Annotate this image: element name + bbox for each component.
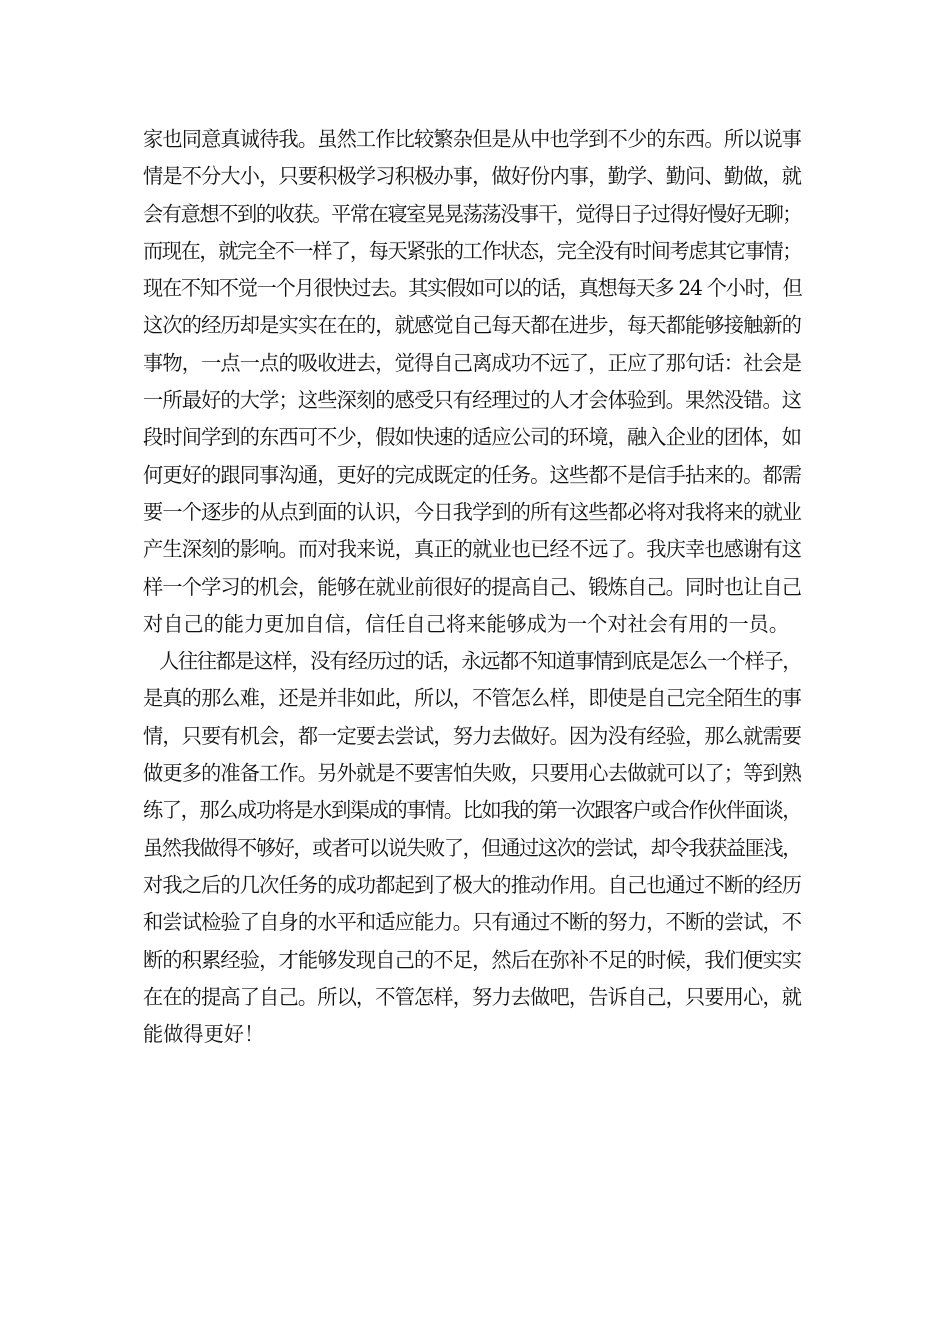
text-line: 做更多的准备工作。另外就是不要害怕失败，只要用心去做就可以了；等到熟: [143, 761, 801, 786]
text-line: 对自己的能力更加自信，信任自己将来能够成为一个对社会有用的一员。: [143, 611, 790, 636]
text-line: 会有意想不到的收获。平常在寝室晃晃荡荡没事干，觉得日子过得好慢好无聊；: [143, 201, 801, 226]
text-line: 何更好的跟同事沟通，更好的完成既定的任务。这些都不是信手拈来的。都需: [143, 462, 801, 487]
text-line: 现在不知不觉一个月很快过去。其实假如可以的话，真想每天多 24 个小时，但: [143, 276, 802, 301]
text-line: 虽然我做得不够好，或者可以说失败了，但通过这次的尝试，却令我获益匪浅，: [143, 835, 801, 860]
text-line: 要一个逐步的从点到面的认识，今日我学到的所有这些都必将对我将来的就业: [143, 499, 801, 524]
text-line: 而现在，就完全不一样了，每天紧张的工作状态，完全没有时间考虑其它事情；: [143, 238, 801, 263]
text-line: 和尝试检验了自身的水平和适应能力。只有通过不断的努力，不断的尝试，不: [143, 910, 801, 935]
text-line: 练了，那么成功将是水到渠成的事情。比如我的第一次跟客户或合作伙伴面谈，: [143, 798, 801, 823]
text-line: 这次的经历却是实实在在的，就感觉自己每天都在进步，每天都能够接触新的: [143, 313, 801, 338]
text-line: 在在的提高了自己。所以，不管怎样，努力去做吧，告诉自己，只要用心，就: [143, 984, 801, 1009]
text-line: 家也同意真诚待我。虽然工作比较繁杂但是从中也学到不少的东西。所以说事: [143, 127, 801, 151]
text-line: 产生深刻的影响。而对我来说，真正的就业也已经不远了。我庆幸也感谢有这: [143, 537, 801, 562]
text-line: 情是不分大小，只要积极学习积极办事，做好份内事，勤学、勤问、勤做，就: [143, 164, 801, 189]
body-text: [143, 121, 801, 1053]
text-line: 样一个学习的机会，能够在就业前很好的提高自己、锻炼自己。同时也让自己: [143, 574, 801, 599]
text-line: 是真的那么难，还是并非如此，所以，不管怎么样，即使是自己完全陌生的事: [143, 686, 801, 711]
text-line: 对我之后的几次任务的成功都起到了极大的推动作用。自己也通过不断的经历: [143, 872, 801, 897]
text-line: 段时间学到的东西可不少，假如快速的适应公司的环境，融入企业的团体，如: [143, 425, 801, 450]
text-line: 断的积累经验，才能够发现自己的不足，然后在弥补不足的时候，我们便实实: [143, 947, 801, 972]
paragraph-first-line: 人往往都是这样，没有经历过的话，永远都不知道事情到底是怎么一个样子，: [159, 649, 801, 674]
text-line: 情，只要有机会，都一定要去尝试，努力去做好。因为没有经验，那么就需要: [143, 723, 801, 748]
text-line: 一所最好的大学；这些深刻的感受只有经理过的人才会体验到。果然没错。这: [143, 388, 801, 413]
text-line: 事物，一点一点的吸收进去，觉得自己离成功不远了，正应了那句话：社会是: [143, 350, 801, 375]
text-line: 能做得更好！: [143, 1022, 265, 1047]
